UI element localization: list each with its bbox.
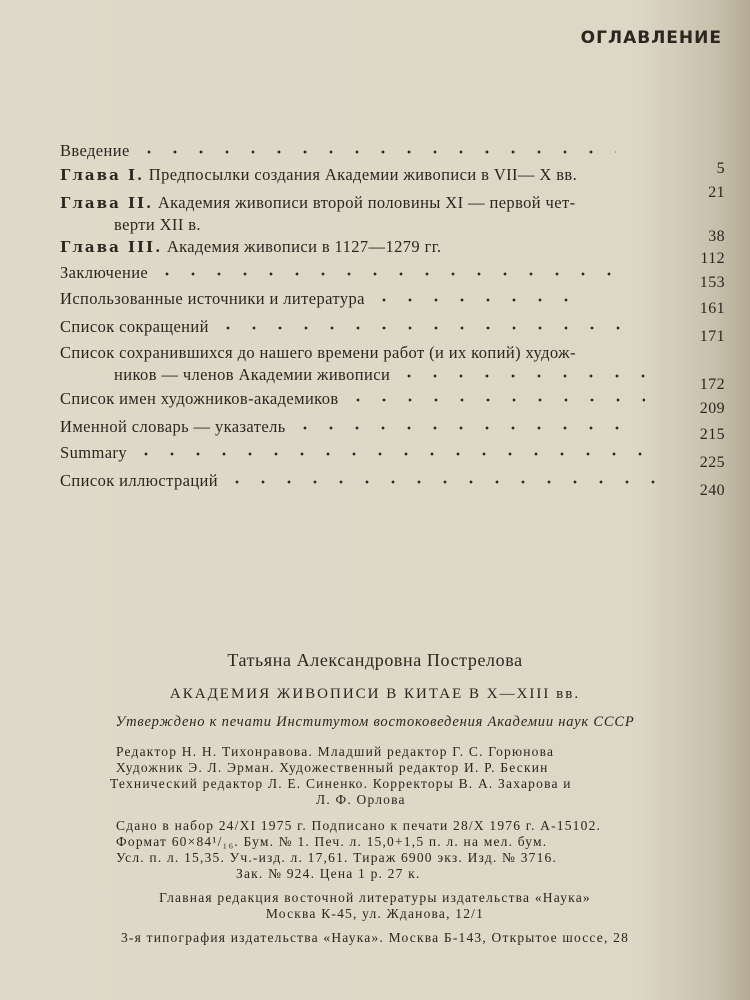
toc-entry-label: Summary [60,443,127,462]
toc-entry-label: Академия живописи в 1127—1279 гг. [166,237,442,256]
toc-entry-label: Предпосылки создания Академии живописи в VII— X вв. [148,165,578,184]
toc-entry-label-continued: верти XII в. [114,215,201,234]
toc-entry-label: Использованные источники и литература [60,289,365,308]
toc-entry-page: 153 [699,274,725,291]
publisher-line: Москва К-45, ул. Жданова, 12/1 [265,906,485,921]
credit-line: Художник Э. Л. Эрман. Художественный редактор И. Р. Бескин [116,760,549,775]
toc-entry-page: 172 [699,376,725,393]
toc-entry-page: 225 [699,454,725,471]
toc-entry-page: 215 [699,426,725,443]
print-info-line: Формат 60×84¹/₁₆. Бум. № 1. Печ. л. 15,0+1,5 п. л. на мел. бум. [116,834,548,849]
toc-entry-page: 240 [699,482,725,499]
credit-line: Л. Ф. Орлова [316,792,406,807]
toc-entry-label-continued: ников — членов Академии живописи [114,365,391,384]
toc-entry [60,442,725,471]
toc-entry [60,164,725,201]
toc-entry-page: 5 [716,160,725,177]
toc-entry-page: 209 [699,400,725,417]
toc-entry-page: 21 [708,184,725,201]
toc-entry-label: Введение [60,141,130,160]
toc-entry-label: Заключение [60,263,149,282]
toc-entry [60,262,725,291]
toc-entry [60,342,725,393]
toc-entry-label: Список сокращений [60,317,209,336]
toc-entry-label: Список иллюстраций [60,471,219,490]
publisher-line: Главная редакция восточной литературы издательства «Наука» [159,890,591,905]
author-name: Татьяна Александровна Пострелова [227,650,523,670]
toc-entry-page: 112 [700,250,725,267]
toc-entry-page: 171 [699,328,725,345]
toc-entry-label: Именной словарь — указатель [60,417,286,436]
contents-heading: ОГЛАВЛЕНИЕ [580,28,722,48]
toc-entry [60,316,725,345]
toc-entry [60,288,725,317]
toc-entry-label: Академия живописи второй половины XI — первой чет- [157,193,576,212]
toc-entry-page: 161 [699,300,725,317]
print-info-line: Зак. № 924. Цена 1 р. 27 к. [236,866,421,881]
toc-entry-prefix: Глава II. [60,194,154,212]
toc-entry [60,388,725,417]
toc-entry-prefix: Глава III. [60,238,163,256]
toc-entry-page: 38 [708,228,725,245]
toc-entry [60,416,725,443]
print-info-line: Сдано в набор 24/XI 1975 г. Подписано к печати 28/X 1976 г. А-15102. [116,818,602,833]
toc-entry [60,192,725,245]
book-title: АКАДЕМИЯ ЖИВОПИСИ В КИТАЕ В X—XIII вв. [169,686,581,702]
toc-entry-label: Список сохранившихся до нашего времени работ (и их копий) худож- [60,343,576,362]
toc-entry [60,470,725,499]
credit-line: Редактор Н. Н. Тихонравова. Младший редактор Г. С. Горюнова [116,744,555,759]
toc-entry-label: Список имен художников-академиков [60,389,339,408]
toc-entry [60,236,725,267]
approval-note: Утверждено к печати Институтом востоковедения Академии наук СССР [115,714,635,730]
toc-entry-prefix: Глава I. [60,166,145,184]
credit-line: Технический редактор Л. Е. Синенко. Корректоры В. А. Захарова и [110,776,572,791]
printer-line: 3-я типография издательства «Наука». Москва Б-143, Открытое шоссе, 28 [120,930,630,945]
print-info-line: Усл. п. л. 15,35. Уч.-изд. л. 17,61. Тираж 6900 экз. Изд. № 3716. [116,850,558,865]
